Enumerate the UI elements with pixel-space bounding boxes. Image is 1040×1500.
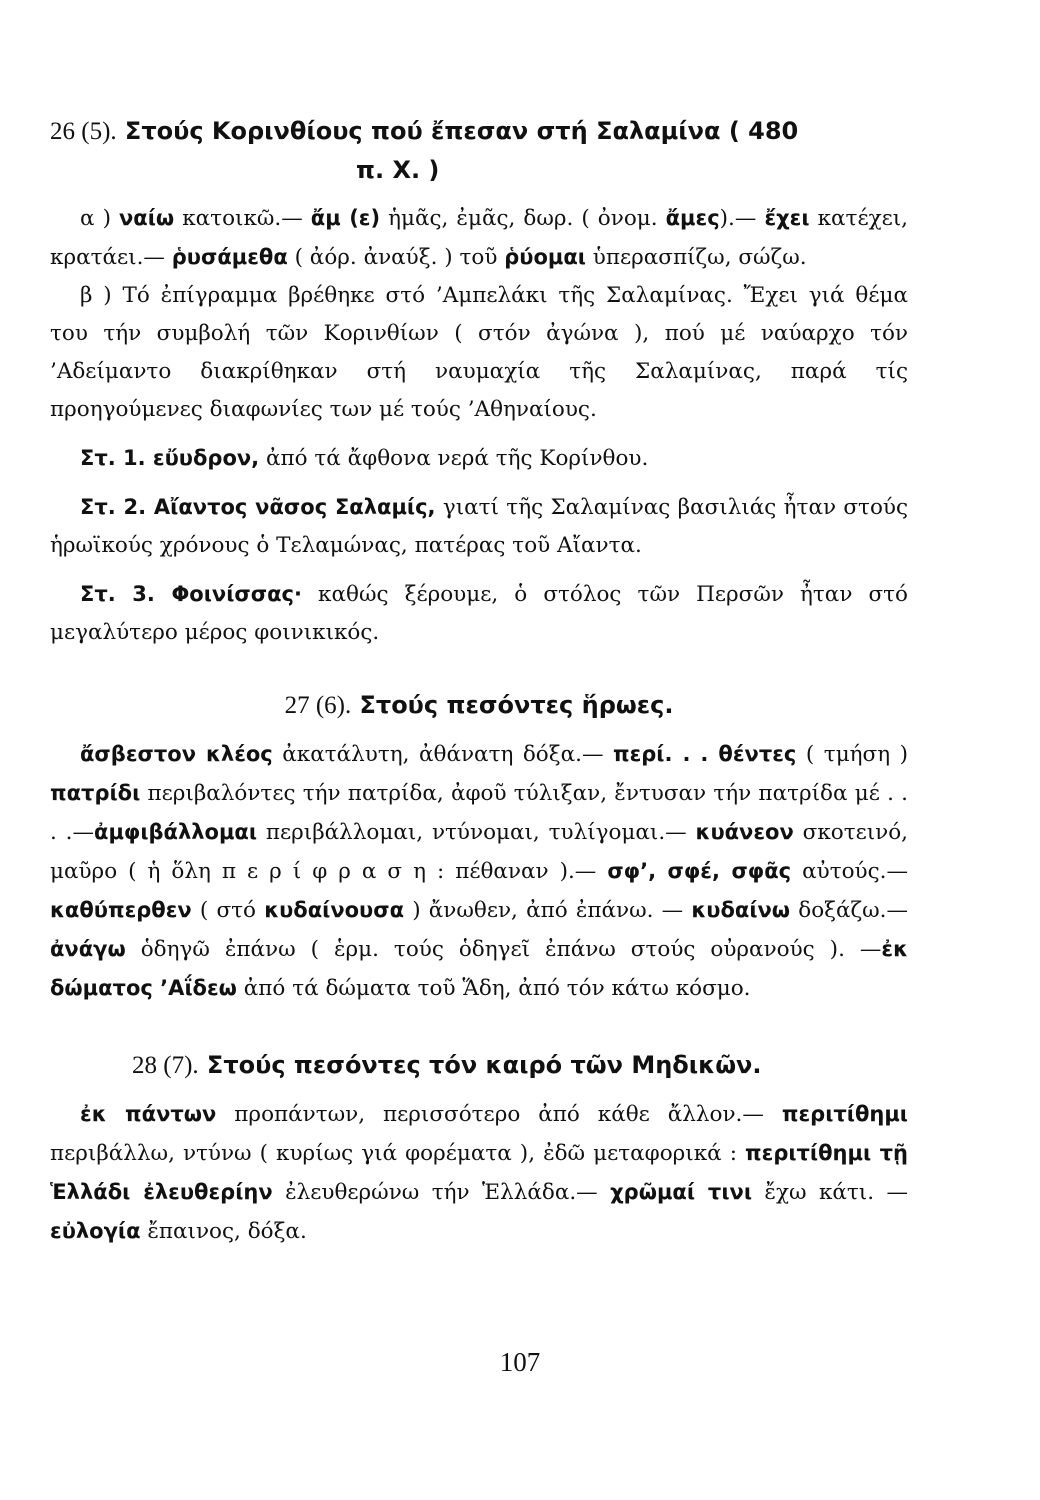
gloss-text: α ): [80, 206, 119, 231]
section-27-heading: [50, 686, 908, 725]
gloss-text: ( στό: [191, 898, 265, 923]
gloss-text: κατέχει, κρατάει.—: [50, 206, 909, 270]
gloss-text: ( τμήση ): [796, 742, 909, 767]
section-26-verse-1: [50, 439, 908, 478]
gloss-text: δοξάζω.—: [790, 898, 909, 923]
section-title: Στούς πεσόντες τόν καιρό τῶν Μηδικῶν.: [206, 1051, 762, 1079]
headword: ἄσβεστον κλέος: [80, 742, 273, 766]
headword: ἄμ (ε): [310, 206, 381, 230]
section-28-heading: [50, 1046, 908, 1085]
headword: περιτίθημι τῇ Ἑλλάδι ἐλευθερίην: [50, 1141, 908, 1204]
headword: ἐκ πάντων: [80, 1102, 217, 1126]
headword: ναίω: [119, 206, 175, 230]
section-number: 28 (7).: [132, 1052, 199, 1079]
gloss-text: ἔχω κάτι. —: [752, 1180, 909, 1205]
gloss-text: περιβαλόντες τήν πατρίδα, ἀφοῦ τύλιξαν, ἔντυσαν τήν πατρίδα μέ . . . .—: [50, 781, 908, 845]
headword: κυάνεον: [695, 820, 794, 844]
headword: περί. . . θέντες: [612, 742, 797, 766]
gloss-text: σκοτεινό, μαῦρο ( ἡ ὅλη π ε ρ ί φ ρ α σ η : πέθαναν ).—: [50, 820, 909, 884]
headword: σφ’, σφέ, σφᾶς: [607, 859, 792, 883]
section-title: Στούς πεσόντες ἥρωες.: [359, 691, 674, 719]
gloss-text: ἀκατάλυτη, ἀθάνατη δόξα.—: [272, 742, 613, 767]
headword: Στ. 1. εὔυδρον,: [80, 446, 260, 470]
page-content: [50, 112, 908, 1251]
gloss-text: ).—: [719, 206, 765, 231]
headword: ἐκ δώματος ’Αΐδεω: [50, 937, 908, 1000]
section-title: Στούς Κορινθίους πού ἔπεσαν στή Σαλαμίνα ( 480: [124, 117, 799, 145]
headword: εὐλογία: [50, 1219, 141, 1243]
headword: κυδαίνουσα: [264, 898, 405, 922]
headword: ῥυσάμεθα: [171, 245, 288, 269]
section-26-heading-cont: [50, 151, 908, 189]
section-27-notes: [50, 735, 908, 1008]
gloss-text: περιβάλλω, ντύνω ( κυρίως γιά φορέματα ), ἐδῶ μεταφορικά :: [50, 1141, 746, 1166]
section-26-verse-3: [50, 575, 908, 652]
headword: κυδαίνω: [691, 898, 791, 922]
page-number: 107: [499, 1347, 541, 1377]
section-26-verse-2: [50, 488, 908, 565]
section-26-heading: [50, 112, 908, 151]
gloss-text: ) ἄνωθεν, ἀπό ἐπάνω. —: [404, 898, 692, 923]
section-26-note-a: [50, 199, 908, 277]
section-number: 27 (6).: [284, 692, 352, 719]
gloss-text: ἀπό τά ἄφθονα νερά τῆς Κορίνθου.: [259, 446, 649, 471]
gloss-text: ὁδηγῶ ἐπάνω ( ἑρμ. τούς ὁδηγεῖ ἐπάνω στούς οὐρανούς ). —: [125, 937, 882, 962]
headword: πατρίδι: [50, 781, 141, 805]
headword: ἀμφιβάλλομαι: [94, 820, 258, 844]
section-number: 26 (5).: [50, 118, 117, 145]
headword: ἔχει: [764, 206, 810, 230]
gloss-text: ( ἀόρ. ἀναύξ. ) τοῦ: [287, 245, 505, 270]
headword: καθύπερθεν: [50, 898, 192, 922]
gloss-text: ἐλευθερώνω τήν Ἑλλάδα.—: [272, 1180, 611, 1205]
gloss-text: αὐτούς.—: [791, 859, 908, 884]
headword: χρῶμαί τινι: [610, 1180, 752, 1204]
gloss-text: καθώς ξέρουμε, ὁ στόλος τῶν Περσῶν ἦταν στό μεγαλύτερο μέρος φοινικικός.: [50, 582, 908, 645]
headword: Στ. 2. Αἴαντος νᾶσος Σαλαμίς,: [80, 495, 436, 519]
gloss-text: προπάντων, περισσότερο ἀπό κάθε ἄλλον.—: [216, 1102, 782, 1127]
section-title-cont: π. Χ. ): [356, 156, 440, 184]
gloss-text: ἔπαινος, δόξα.: [140, 1219, 307, 1244]
section-26-note-b: β ) Τό ἐπίγραμμα βρέθηκε στό ’Αμπελάκι τῆς Σαλαμίνας. Ἔχει γιά θέμα του τήν συμβολή τῶν Κορινθίων ( στόν ἀγώνα ), πού μέ ναύαρχο τόν ’Αδείμαντο διακρίθηκαν στή ναυμαχία τῆς Σαλαμίνας, παρά τίς προηγούμενες διαφωνίες των μέ τούς ’Αθηναίους.: [50, 283, 908, 422]
headword: ἀνάγω: [50, 937, 126, 961]
gloss-text: ἡμᾶς, ἐμᾶς, δωρ. ( ὀνομ.: [380, 206, 666, 231]
gloss-text: ὑπερασπίζω, σώζω.: [585, 245, 807, 270]
gloss-text: ἀπό τά δώματα τοῦ Ἅδη, ἀπό τόν κάτω κόσμο.: [236, 976, 751, 1001]
headword: ῥύομαι: [504, 245, 586, 269]
gloss-text: γιατί τῆς Σαλαμίνας βασιλιάς ἦταν στούς ἡρωϊκούς χρόνους ὁ Τελαμώνας, πατέρας τοῦ Αἴαντα.: [50, 495, 909, 558]
section-28-notes: [50, 1095, 908, 1251]
headword: ἄμες: [665, 206, 720, 230]
gloss-text: κατοικῶ.—: [174, 206, 311, 231]
headword: Στ. 3. Φοινίσσας·: [80, 582, 302, 606]
headword: περιτίθημι: [781, 1102, 908, 1126]
gloss-text: περιβάλλομαι, ντύνομαι, τυλίγομαι.—: [257, 820, 696, 845]
